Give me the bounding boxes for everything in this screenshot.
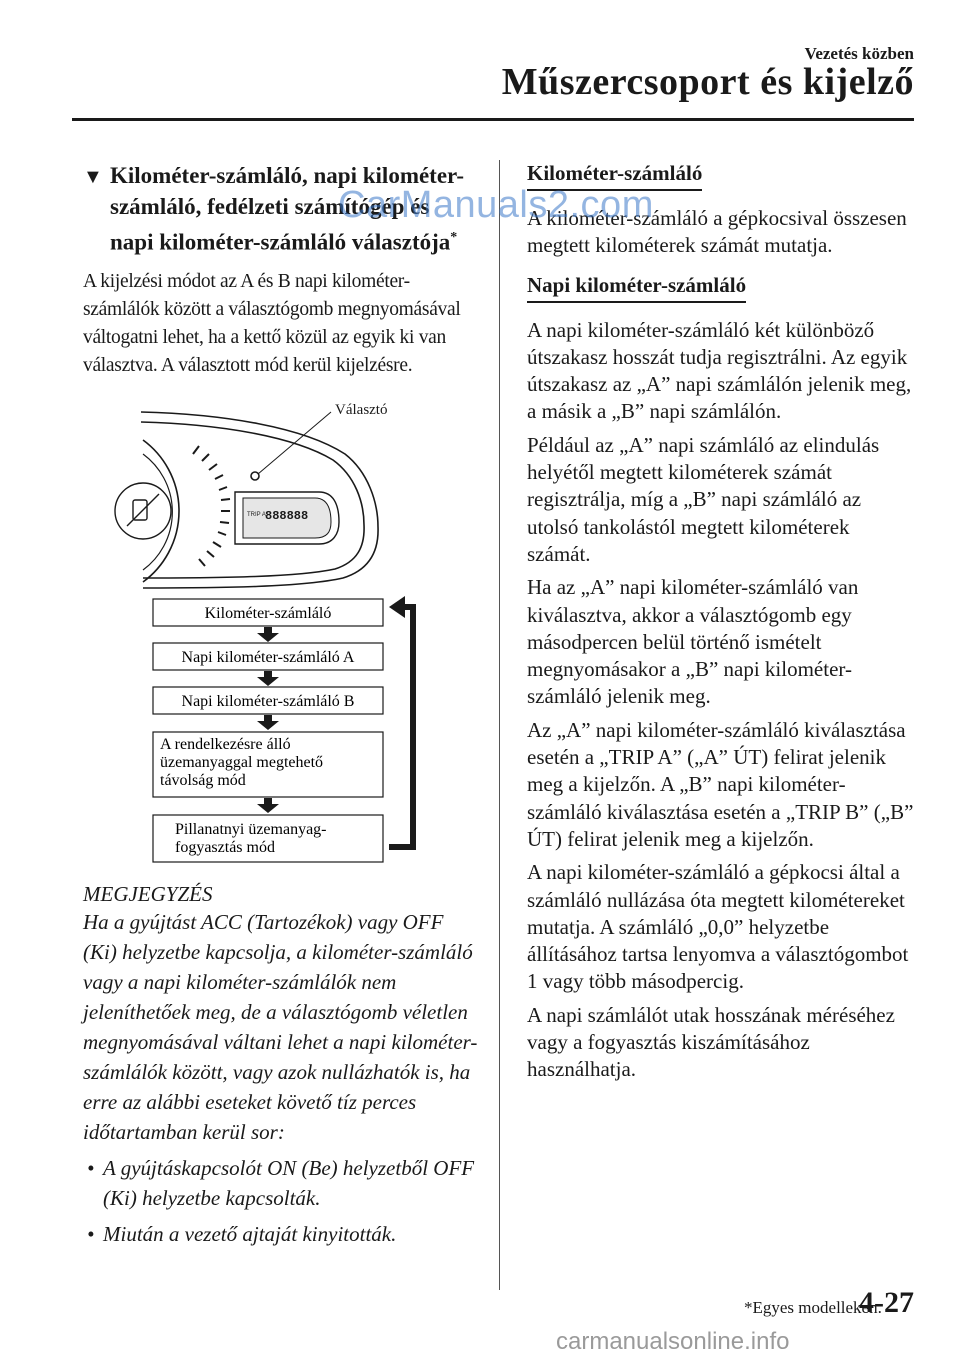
note-title: MEGJEGYZÉS (83, 881, 213, 906)
svg-text:távolság mód: távolság mód (160, 771, 246, 789)
selector-knob[interactable] (251, 472, 259, 480)
section-triangle-icon: ▼ (83, 166, 103, 188)
svg-text:A rendelkezésre álló: A rendelkezésre álló (160, 735, 291, 753)
gauge-hub (115, 483, 171, 539)
bullet-text: A gyújtáskapcsolót ON (Be) helyzetből OFF (Ki) helyzetbe kapcsolták. (103, 1155, 475, 1210)
svg-text:Pillanatnyi üzemanyag-: Pillanatnyi üzemanyag- (175, 820, 327, 838)
instrument-cluster-drawing (83, 392, 478, 882)
note-bullet-2 (83, 1219, 478, 1249)
svg-text:Kilométer-számláló: Kilométer-számláló (204, 604, 332, 622)
watermark-top: CarManuals2.com (338, 184, 654, 226)
selector-label: Választó (335, 401, 388, 418)
bullet-dot-icon: • (87, 1155, 95, 1180)
trip-paragraph-3: Ha az „A” napi kilométer-számláló van kiválasztva, akkor a választógomb egy másodpercen belül történő ismételt megnyomásakor a „B” napi kilométer-számláló jelenik meg. (527, 575, 859, 709)
intro-text: A kijelzési módot az A és B napi kilométer-számlálók között a választógomb megnyomásával váltogatni lehet, ha a kettő közül az egyik ki van választva. A választott mód kerül kijelzésre. (83, 270, 461, 376)
trip-paragraph-4: Az „A” napi kilométer-számláló kiválasztása esetén a „TRIP A” („A” ÚT) felirat jelenik meg a kijelzőn. A „B” napi kilométer-számláló kiválasztása esetén a „TRIP B” („B” ÚT) felirat jelenik meg a kijelzőn. (527, 717, 914, 851)
header-subtitle: Vezetés közben (804, 44, 914, 63)
model-asterisk: * (450, 230, 458, 245)
gauge-ring (143, 440, 179, 582)
trip-heading: Napi kilométer-számláló (527, 272, 746, 303)
bullet-dot-icon: • (87, 1221, 95, 1246)
left-column (83, 160, 478, 1249)
note-body: Ha a gyújtást ACC (Tartozékok) vagy OFF (Ki) helyzetbe kapcsolja, a kilométer-számláló vagy a napi kilométer-számlálók nem jeleníthetőek meg, de a választógomb véletlen megnyomásával váltani lehet a napi kilométer-számlálók között, vagy azok nullázhatók is, ha erre az alábbi eseteket követő tíz perces időtartamban kerül sor: (83, 909, 478, 1144)
page-number: 4-27 (859, 1286, 914, 1319)
step-box-2 (153, 643, 383, 670)
gauge-ticks (193, 446, 230, 566)
svg-text:Napi kilométer-számláló B: Napi kilométer-számláló B (181, 692, 355, 710)
odometer-heading: Kilométer-számláló (527, 160, 702, 191)
return-arrow-icon (389, 607, 413, 847)
fuel-icon (127, 494, 159, 526)
selector-leader-line (258, 412, 331, 474)
odometer-text: A kilométer-számláló a gépkocsival összesen megtett kilométerek számát mutatja. (527, 206, 907, 258)
watermark-bottom: carmanualsonline.info (556, 1328, 790, 1355)
step-box-1 (153, 599, 383, 626)
step-box-3 (153, 687, 383, 714)
svg-text:üzemanyaggal megtehető: üzemanyaggal megtehető (160, 753, 324, 771)
footnote: *Egyes modelleken. (744, 1298, 882, 1317)
header-rule (72, 118, 914, 121)
svg-text:fogyasztás mód: fogyasztás mód (175, 838, 275, 856)
svg-text:Napi kilométer-számláló A: Napi kilométer-számláló A (181, 648, 355, 666)
step-box-5 (153, 815, 383, 862)
trip-paragraph-6: A napi számlálót utak hosszának méréséhez vagy a fogyasztás kiszámításához használhatja. (527, 1002, 895, 1082)
return-arrowhead-icon (389, 596, 405, 618)
right-column (527, 160, 917, 1084)
column-divider (499, 160, 500, 1290)
note-bullet-1 (83, 1153, 478, 1213)
trip-paragraph-5: A napi kilométer-számláló a gépkocsi által a számláló nullázása óta megtett kilométereket mutatja. A számláló „0,0” helyzetbe állításához tartsa lenyomva a választógombot 1 vagy több másodpercig. (527, 860, 909, 994)
step-box-4 (153, 732, 383, 797)
display-digits: 888888 (265, 508, 309, 523)
page-title: Műszercsoport és kijelző (501, 61, 914, 103)
display-small-label: TRIP A (247, 511, 266, 518)
selector-diagram (83, 392, 478, 882)
trip-paragraph-2: Például az „A” napi számláló az elindulás helyétől megtett kilométerek számát regisztrálja, míg a „B” napi számláló az utolsó tankolástól megtett kilométerek számát. (527, 432, 880, 566)
trip-paragraph-1: A napi kilométer-számláló két különböző útszakasz hosszát tudja regisztrálni. Az egyik útszakasz az „A” napi számlálón jelenik meg, a másik a „B” napi számlálón. (527, 317, 912, 424)
bullet-text: Miután a vezető ajtaját kinyitották. (103, 1221, 397, 1246)
section-heading-text: Kilométer-számláló, napi kilométer-számláló, fedélzeti számítógép és napi kilométer-számláló választója (110, 163, 465, 255)
